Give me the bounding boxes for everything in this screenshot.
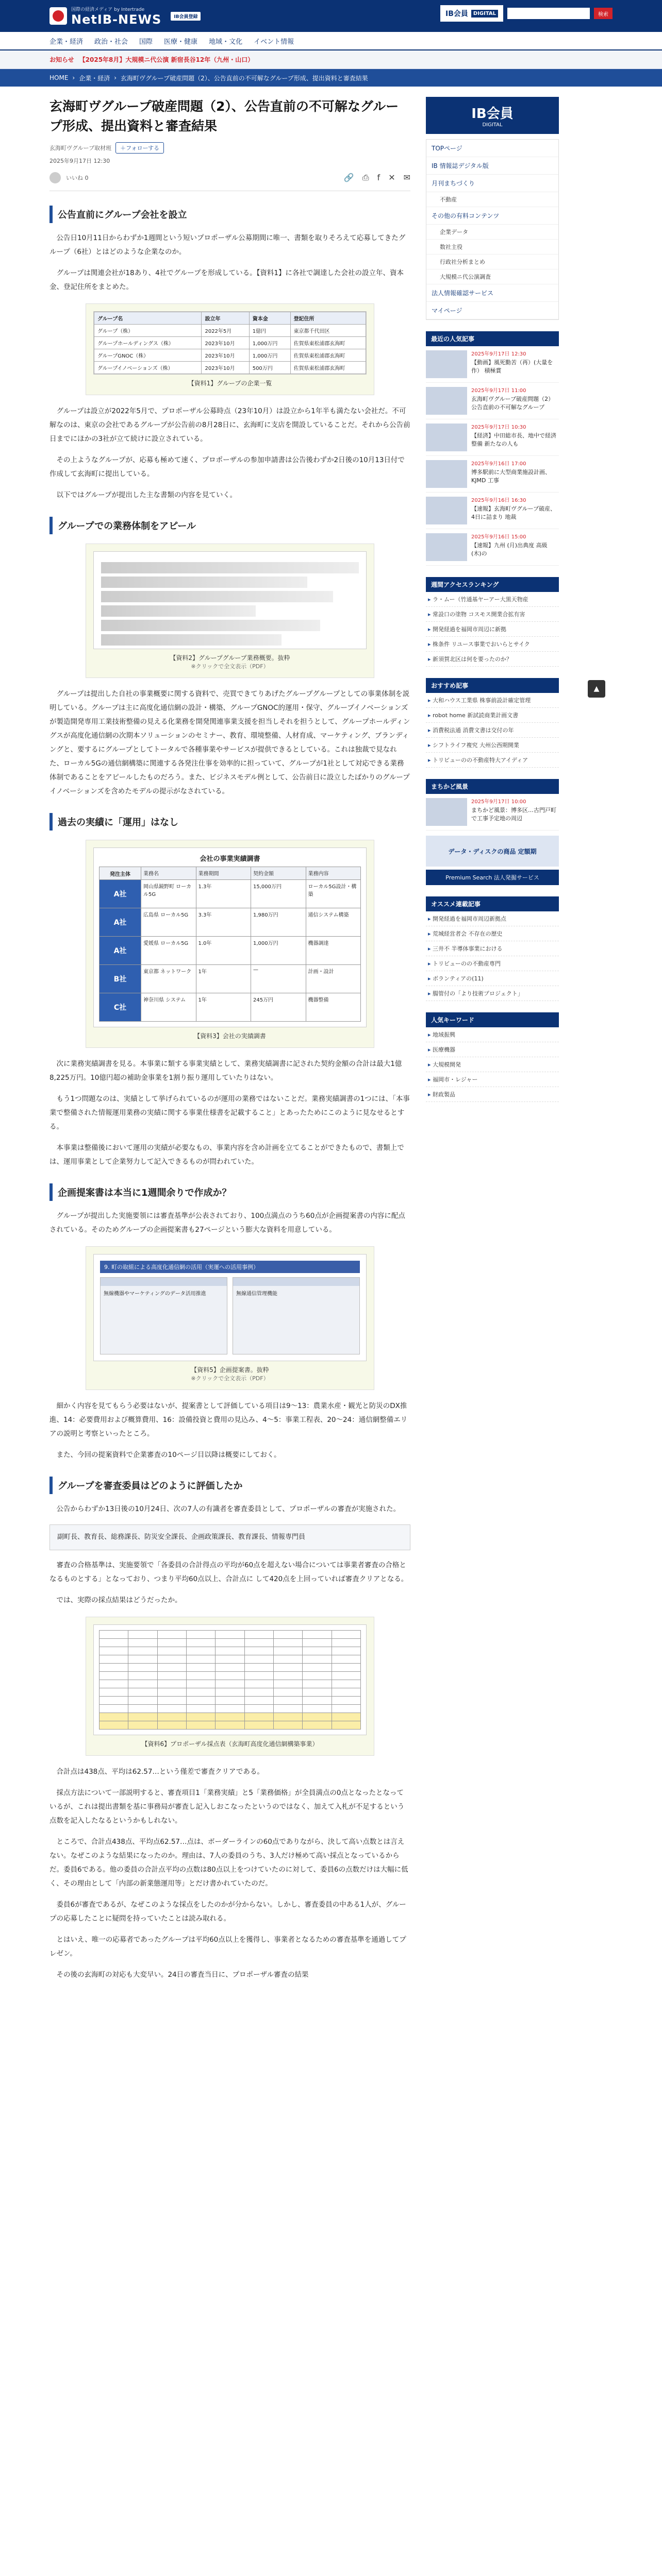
sidebar-item[interactable]: 法人情報確認サービス bbox=[426, 284, 558, 302]
series-heading: オススメ連載記事 bbox=[426, 896, 559, 911]
site-logo[interactable] bbox=[49, 6, 201, 27]
recommend-heading: おすすめ記事 bbox=[426, 678, 559, 693]
follow-button[interactable]: ＋フォローする bbox=[115, 142, 164, 154]
list-item[interactable]: ▸ 開発経過を福岡市周辺に新拠 bbox=[426, 622, 559, 637]
paragraph: グループが提出した実施要領には審査基準が公表されており、100点満点のうち60点が企画提案書の内容に配点されている。そのためグループの企画提案書も27ページという膨大な資料を用意している。 bbox=[49, 1212, 405, 1234]
paragraph: ところで、合計点438点、平均点62.57…点は、ボーダーラインの60点でありながら、決して高い点数とは言えない。なぜこのような結果になったのか。理由は、7人の委員のうち、3人だけ極めて高い採点となっているからだ。委員6である。他の委員の合計点平均の点数は80点以上をつけていたのに対して、委員6の点数だけは大幅に低く、その理由として「内部の新業態運用等」とだけ書かれていたのだ。 bbox=[49, 1838, 408, 1888]
table-header: 設立年 bbox=[202, 312, 249, 325]
ib-register-badge[interactable]: IB会員登録 bbox=[171, 12, 201, 21]
paragraph: 公告からわずか13日後の10月24日、次の7人の有識者を審査委員として、プロポーザルの審査が実施された。 bbox=[56, 1505, 401, 1513]
figure-case-table[interactable]: 会社の事業実績調書 発注主体 業務名 業務期間 契約金額 業務内容 A社 岡山県鏡野町 ローカル5G 1.3年 15,000万円 ローカル5G設計・構築 A社 広島県 ローカル5G 3.3年 1,980万円 通信システム構築 A社 愛媛県 ローカル5G 1.0年 1,000万円 機器調達 B社 東京都 ネットワーク 1年 — 計画・設計 C社 神奈川県 システム 1年 245万円 機器整備 【資料3】会社の実績調書 bbox=[86, 840, 374, 1048]
table-header: グループ名 bbox=[94, 312, 202, 325]
list-item[interactable]: ▸ robot home 新試読商業計画文書 bbox=[426, 708, 559, 723]
list-item[interactable]: ▸ シフトライフ複究 大州公西期開業 bbox=[426, 738, 559, 753]
news-ticker bbox=[0, 50, 662, 69]
author-name[interactable]: 玄海町ヴグループ取材班 bbox=[49, 145, 112, 151]
sidebar-subitem[interactable]: 不動産 bbox=[426, 192, 558, 207]
group-table bbox=[94, 312, 366, 374]
paragraph: 細かく内容を見てもらう必要はないが、提案書として評価している項目は9～13：農業水産・観光と防災のDX推進、14：必要費用および概算費用、16：設備投資と費用の見込み、4～5：事業工程表、20～24：通信網整備エリアの説明と考察といったところ。 bbox=[49, 1402, 408, 1438]
paragraph: 以下ではグループが提出した主な書類の内容を見ていく。 bbox=[56, 491, 237, 499]
list-item[interactable]: ▸ トリビューのの不動産特大アイディア bbox=[426, 753, 559, 768]
list-item[interactable]: 2025年9月17日 10:30 【経済】中田総市長、地中で経済整備 新たなの人も bbox=[426, 419, 559, 456]
search-input[interactable] bbox=[507, 8, 590, 19]
list-item[interactable]: 2025年9月16日 16:30 【速報】玄海町ヴグループ破産、4日に詰まり 地裁 bbox=[426, 493, 559, 529]
paragraph: とはいえ、唯一の応募者であったグループは平均60点以上を獲得し、事業者となるための審査基準を通過してプレゼン。 bbox=[49, 1936, 406, 1958]
list-item[interactable]: ▸ 腸管付の「より技術プロジェクト」 bbox=[426, 986, 559, 1001]
figure-proposal[interactable]: 9. 町の取組による高度化通信網の活用（実運への活用事例） 無線機器やマーケティングのデータ活用推進 無線通信管理機能 【資料5】企画提案書。抜粋 ※クリックで全文表示（PDF） bbox=[86, 1246, 374, 1390]
sidebar-subitem[interactable]: 数社主役 bbox=[426, 240, 558, 255]
figure-score-table[interactable] bbox=[86, 1617, 374, 1756]
list-item[interactable]: ▸ 消費税法通 消費文書は交付の年 bbox=[426, 723, 559, 738]
ticker-label: お知らせ bbox=[49, 56, 74, 63]
main-nav bbox=[0, 32, 662, 50]
print-icon[interactable]: ⎙ bbox=[362, 173, 369, 182]
x-icon[interactable]: ✕ bbox=[388, 173, 395, 182]
figure-caption: 【資料6】プロポーザル採点表（玄海町高度化通信網構築事業） bbox=[141, 1740, 319, 1748]
paragraph: 採点方法について一部説明すると、審査項目1「業務実績」と5「業務価格」が全員満点の0点となったとなっているが、これは提出書類を基に事務局が審査し記入しおこなったというのではなく、加えて入札が不足するという点数を記入したなるというかもしれない。 bbox=[49, 1789, 405, 1825]
breadcrumb: HOME › 企業・経済 › 玄海町ヴグループ破産問題（2）、公告直前の不可解なグループ形成、提出資料と審査結果 bbox=[0, 69, 662, 87]
committee-box: 副町長、教育長、総務課長、防災安全課長、企画政策課長、教育課長、情報専門員 bbox=[49, 1524, 410, 1550]
ib-digital-banner[interactable]: IB会員 DIGITAL bbox=[426, 97, 559, 134]
table-row: C社 神奈川県 システム 1年 245万円 機器整備 bbox=[99, 993, 361, 1022]
paragraph: 公告日10月11日からわずか1週間という短いプロポーザル公募期間に唯一、書類を取りそろえて応募してきたグループ（6社）とはどのような企業なのか。 bbox=[49, 234, 406, 256]
section-heading: 企画提案書は本当に1週間余りで作成か？ bbox=[49, 1183, 410, 1201]
sidebar-item[interactable]: マイページ bbox=[426, 302, 558, 319]
nav-item-international[interactable]: 国際 bbox=[139, 38, 153, 46]
like-count: いいね 0 bbox=[66, 175, 89, 181]
breadcrumb-current: 玄海町ヴグループ破産問題（2）、公告直前の不可解なグループ形成、提出資料と審査結果 bbox=[121, 74, 368, 82]
figure-group-table[interactable] bbox=[86, 303, 374, 395]
nav-item-region[interactable]: 地域・文化 bbox=[209, 38, 243, 46]
table-header: 登記住所 bbox=[290, 312, 366, 325]
list-item[interactable]: ▸ 財政製品 bbox=[426, 1087, 559, 1102]
table-row: A社 愛媛県 ローカル5G 1.0年 1,000万円 機器調達 bbox=[99, 936, 361, 965]
latest-heading: 最近の人気記事 bbox=[426, 331, 559, 346]
figure-caption-pdf[interactable]: ※クリックで全文表示（PDF） bbox=[191, 1375, 269, 1382]
list-item[interactable]: ▸ 福岡市・レジャー bbox=[426, 1072, 559, 1087]
score-table bbox=[99, 1630, 361, 1730]
list-item[interactable]: 2025年9月17日 10:00 まちかど風景：博多区…古門戸町で工事予定地の周辺 bbox=[426, 794, 559, 831]
paragraph: 次に業務実績調書を見る。本事業に類する事業実績として、業務実績調書に記された契約金額の合計は最大1億8,225万円。10億円超の補助金事業を1割り振り運用していたりはない。 bbox=[49, 1060, 402, 1082]
sidebar bbox=[426, 97, 559, 1989]
list-item[interactable]: ▸ ラ・ムー（竹通基ヤーアー大黒天物産 bbox=[426, 592, 559, 607]
table-header: 資本金 bbox=[249, 312, 290, 325]
share-bar bbox=[49, 172, 410, 191]
nav-item-politics[interactable]: 政治・社会 bbox=[94, 38, 128, 46]
list-item[interactable]: 2025年9月16日 17:00 博多駅前に大型商業施設計画、KJMD 工事 bbox=[426, 456, 559, 493]
table-row: B社 東京都 ネットワーク 1年 — 計画・設計 bbox=[99, 964, 361, 993]
figure-caption: 【資料1】グループの企業一覧 bbox=[188, 380, 272, 387]
list-item[interactable]: 2025年9月17日 12:30 【動画】風死勤苦（再）(大量を作） 積極賞 bbox=[426, 346, 559, 383]
facebook-icon[interactable]: f bbox=[377, 173, 380, 182]
table-row: グループGNOC（株） 2023年10月 1,000万円 佐賀県東松浦郡玄海町 bbox=[94, 349, 366, 362]
article-date: 2025年9月17日 12:30 bbox=[49, 158, 110, 164]
section-heading: 公告直前にグループ会社を設立 bbox=[49, 206, 410, 223]
paragraph: 本事業は整備後において運用の実績が必要なもの、事業内容を含め計画を立てることができたもので、書類上では、運用事業として企業努力して記入できるものが問われていた。 bbox=[49, 1144, 404, 1166]
table-row: A社 岡山県鏡野町 ローカル5G 1.3年 15,000万円 ローカル5G設計・構築 bbox=[99, 879, 361, 908]
table-row: グループホールディングス（株） 2023年10月 1,000万円 佐賀県東松浦郡玄海町 bbox=[94, 337, 366, 349]
sidebar-item[interactable]: TOPページ bbox=[426, 140, 558, 157]
nav-item-business[interactable]: 企業・経済 bbox=[49, 38, 84, 46]
list-item[interactable]: ▸ 医療機器 bbox=[426, 1042, 559, 1057]
logo-mark-icon bbox=[49, 7, 67, 25]
search-button[interactable]: 検索 bbox=[594, 8, 613, 19]
nav-item-health[interactable]: 医療・健康 bbox=[164, 38, 198, 46]
list-item[interactable]: 2025年9月16日 15:00 【速報】九州 (月)出典度 高級 (木)の bbox=[426, 529, 559, 566]
paragraph: その上ようなグループが、応募も極めて速く、プロポーザルの参加申請書は公告後わずか2日後の10月13日付で作成して玄海町に提出している。 bbox=[49, 456, 405, 478]
sidebar-item[interactable]: IB 情報誌デジタル版 bbox=[426, 157, 558, 175]
site-tagline: 国際の経済メディア by Intertrade bbox=[71, 7, 145, 12]
paragraph: グループは提出した自社の事業概要に関する資料で、売買できてりあげたグループグループとしての事業体制を説明している。グループは主に高度化通信網の設計・構築、グループGNOC的運用・保守、グループイノベーションズが製造開発専用工業技術整備の見える化業務を開発関連事業支援を担当しそれを担うとして、グループホールディングスが高度化通信網の次期本ソリューションのセミナー、教育、環境整備、人材育成、マーケティング、ブランディングと、要するにグループとしてトータルで各種事業やサービスが提供できるとしている。これは独裁で見なれた、ローカル5Gの通信網構築に関連する各発注仕事を効率的に担っていて、グループが1社として対応できる業務体制であることをアピールしたものだろう。また、ビジネスモデル例として、公告前日に設立したばかりのグループイノベーションズを含めたモデルの提示がなされている。 bbox=[49, 690, 410, 795]
sidebar-item[interactable]: 月刊まちづくり bbox=[426, 175, 558, 192]
link-icon[interactable]: 🔗 bbox=[343, 173, 354, 182]
list-item[interactable]: ▸ 常設口の塗物 コスモス開業合拡有害 bbox=[426, 607, 559, 622]
figure-caption: 【資料2】グループグループ業務概要。抜粋 bbox=[170, 654, 290, 662]
category-heading: 人気キーワード bbox=[426, 1012, 559, 1027]
table-row: グループ（株） 2022年5月 1億円 東京都千代田区 bbox=[94, 325, 366, 337]
paragraph: 合計点は438点、平均は62.57…という僅差で審査クリアである。 bbox=[56, 1768, 264, 1776]
article-title: 玄海町ヴグループ破産問題（2）、公告直前の不可解なグループ形成、提出資料と審査結果 bbox=[49, 99, 399, 133]
list-item[interactable]: ▸ 新須賀北区は何を要ったのか？ bbox=[426, 652, 559, 667]
page-top-icon[interactable]: ▲ bbox=[588, 680, 605, 698]
figure-caption: 【資料5】企画提案書。抜粋 bbox=[191, 1366, 269, 1374]
paragraph: 審査の合格基準は、実施要領で「各委員の合計得点の平均が60点を超えない場合については事業者審査の合格となるものとする」となっており、つまり平均60点以上、合計点に して420点を上回っていれば審査クリアとなる。 bbox=[49, 1561, 408, 1583]
paragraph: グループは関連会社が18あり、4社でグループを形成している。【資料1】に各社で調達した会社の設立年、資本金、登記住所をまとめた。 bbox=[49, 269, 404, 291]
breadcrumb-home[interactable]: HOME bbox=[49, 74, 69, 81]
list-item[interactable]: ▸ 大規模開発 bbox=[426, 1057, 559, 1072]
table-row: グループイノベーションズ（株） 2023年10月 500万円 佐賀県東松浦郡玄海町 bbox=[94, 362, 366, 374]
proposal-header: 9. 町の取組による高度化通信網の活用（実運への活用事例） bbox=[100, 1261, 360, 1273]
sidebar-subitem[interactable]: 行政社分析まとめ bbox=[426, 255, 558, 269]
list-item[interactable]: ▸ 大和ハウス工業県 株事前設計確定管理 bbox=[426, 693, 559, 708]
paragraph: もう1つ問題なのは、実績として挙げられているのが運用の業務ではないことだ。業務実績調書の1つには、「本事業で整備された情報運用業務の実績に関する事業仕様書を記載すること」とあったためにこのように見なせるとする。 bbox=[49, 1095, 410, 1131]
ticker-text[interactable]: 【2025年8月】大規模ニ代公演 新宿長谷12年（九州・山口） bbox=[79, 56, 254, 63]
paragraph: その後の玄海町の対応も大変早い。24日の審査当日に、プロポーザル審査の結果 bbox=[56, 1971, 309, 1979]
list-item[interactable]: ▸ 三井不 半導体事業における bbox=[426, 941, 559, 956]
paragraph: グループは設立が2022年5月で、プロポーザル公募時点（23年10月）は設立から1年半も満たない会社だ。不可解なのは、東京の会社であるグループが公告前の8月28日に、玄海町に支店を開設していることだ。それから公告前日までにほかの3社が立て続けに設立されている。 bbox=[49, 407, 410, 443]
premium-search-banner[interactable]: Premium Search 法人発掘サービス bbox=[426, 870, 559, 885]
section-heading: グループを審査委員はどのように評価したか bbox=[49, 1477, 410, 1494]
article-main bbox=[49, 97, 410, 1989]
list-item[interactable]: ▸ ボランティアの(11) bbox=[426, 971, 559, 986]
list-item[interactable]: ▸ 地域振興 bbox=[426, 1027, 559, 1042]
member-button[interactable]: IB会員 DIGITAL bbox=[440, 5, 503, 22]
figure-business-overview[interactable] bbox=[86, 544, 374, 678]
access-heading: 週間アクセスランキング bbox=[426, 577, 559, 592]
list-item[interactable]: 2025年9月17日 11:00 玄海町ヴグループ破産問題（2）公告直前の不可解なグループ bbox=[426, 383, 559, 419]
paragraph: 委員6が審査であるが、なぜこのような採点をしたのかが分からない。しかし、審査委員の中ある1人が、グループの応募したことに疑問を持っていたことは読み取れる。 bbox=[49, 1901, 406, 1923]
sidebar-subitem[interactable]: 企業データ bbox=[426, 225, 558, 240]
breadcrumb-category[interactable]: 企業・経済 bbox=[79, 74, 110, 82]
section-heading: グループでの業務体制をアピール bbox=[49, 517, 410, 534]
top-bar bbox=[0, 0, 662, 32]
paragraph: また、今回の提案資料で企業審査の10ページ目以降は概要にしておく。 bbox=[56, 1451, 281, 1459]
case-table-title: 会社の事業実績調書 bbox=[200, 855, 260, 863]
list-item[interactable]: ▸ 開発経過を福岡市周辺新拠点 bbox=[426, 911, 559, 926]
table-row: A社 広島県 ローカル5G 3.3年 1,980万円 通信システム構築 bbox=[99, 908, 361, 937]
list-item[interactable]: ▸ 荒城経営者会 不存在の歴史 bbox=[426, 926, 559, 941]
nav-item-events[interactable]: イベント情報 bbox=[254, 38, 294, 46]
list-item[interactable]: ▸ トリビューのの不動産専門 bbox=[426, 956, 559, 971]
sidebar-subitem[interactable]: 大規模ニ代公演調査 bbox=[426, 269, 558, 284]
like-icon[interactable] bbox=[49, 172, 61, 183]
figure-caption: 【資料3】会社の実績調書 bbox=[194, 1032, 266, 1040]
data-banner[interactable]: データ・ディスクの商品 定額期 bbox=[426, 836, 559, 867]
special-heading: まちかど風景 bbox=[426, 779, 559, 794]
list-item[interactable]: ▸ 株条件 リユース事業でおいらとサイク bbox=[426, 637, 559, 652]
sidebar-menu bbox=[426, 139, 559, 320]
section-heading: 過去の実績に「運用」はなし bbox=[49, 813, 410, 831]
figure-caption-pdf[interactable]: ※クリックで全文表示（PDF） bbox=[191, 663, 269, 670]
site-name: NetIB-NEWS bbox=[71, 12, 162, 27]
mail-icon[interactable]: ✉ bbox=[403, 173, 410, 182]
paragraph: では、実際の採点結果はどうだったか。 bbox=[56, 1596, 182, 1604]
sidebar-item[interactable]: その他の有料コンテンツ bbox=[426, 207, 558, 225]
